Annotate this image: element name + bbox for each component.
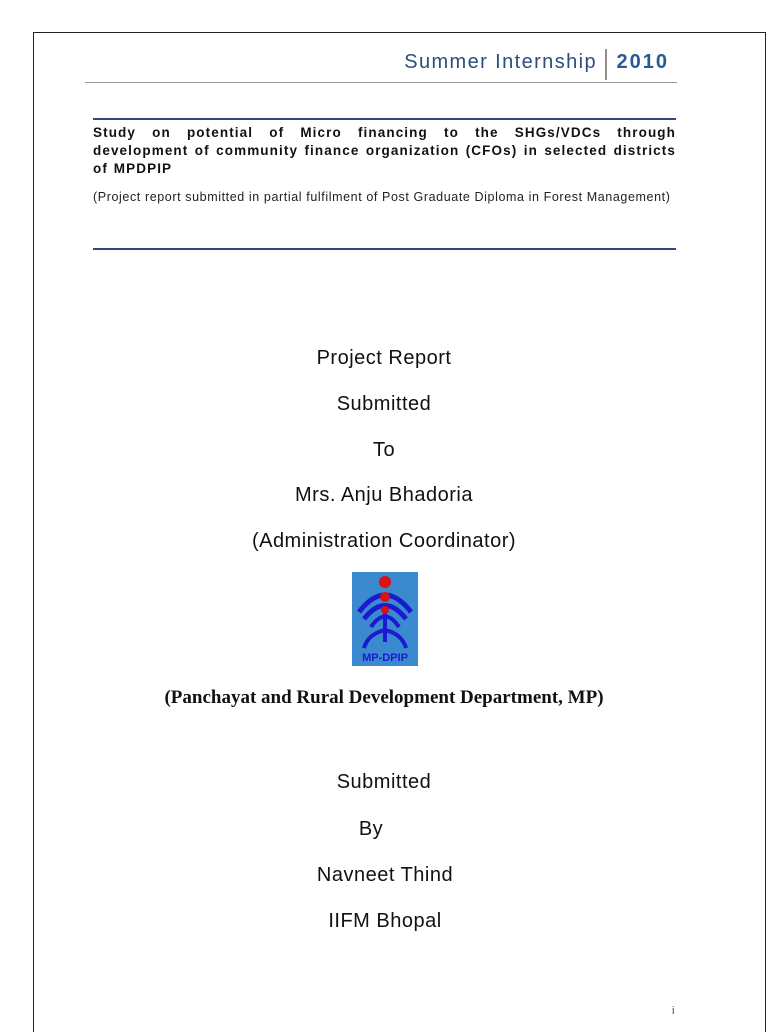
title-rule-bottom xyxy=(93,248,676,250)
page-number: i xyxy=(672,1005,675,1017)
submitted-label: Submitted xyxy=(336,393,432,415)
study-subtitle: (Project report submitted in partial fulfilment of Post Graduate Diploma in Forest Management) xyxy=(93,190,671,204)
header-rule xyxy=(85,82,677,83)
by-label: By xyxy=(358,818,384,840)
author-name: Navneet Thind xyxy=(316,864,454,886)
title-rule-top xyxy=(93,118,676,120)
header-year: 2010 xyxy=(616,51,669,73)
header-separator xyxy=(605,49,607,80)
page-header xyxy=(85,47,677,83)
institution-name: IIFM Bhopal xyxy=(328,910,442,932)
project-report-label: Project Report xyxy=(316,347,452,369)
header-title: Summer Internship xyxy=(404,51,597,73)
submitted-by-label: Submitted xyxy=(336,771,432,793)
study-title: Study on potential of Micro financing to the SHGs/VDCs through development of community finance organization (CFOs) in selected districts of MPDPIP xyxy=(93,125,676,176)
mp-dpip-logo-icon xyxy=(352,572,418,666)
recipient-name: Mrs. Anju Bhadoria xyxy=(295,484,473,506)
department-name: (Panchayat and Rural Development Department, MP) xyxy=(164,687,604,708)
to-label: To xyxy=(372,439,396,461)
recipient-role: (Administration Coordinator) xyxy=(251,530,517,552)
logo-text: MP-DPIP xyxy=(362,652,408,664)
